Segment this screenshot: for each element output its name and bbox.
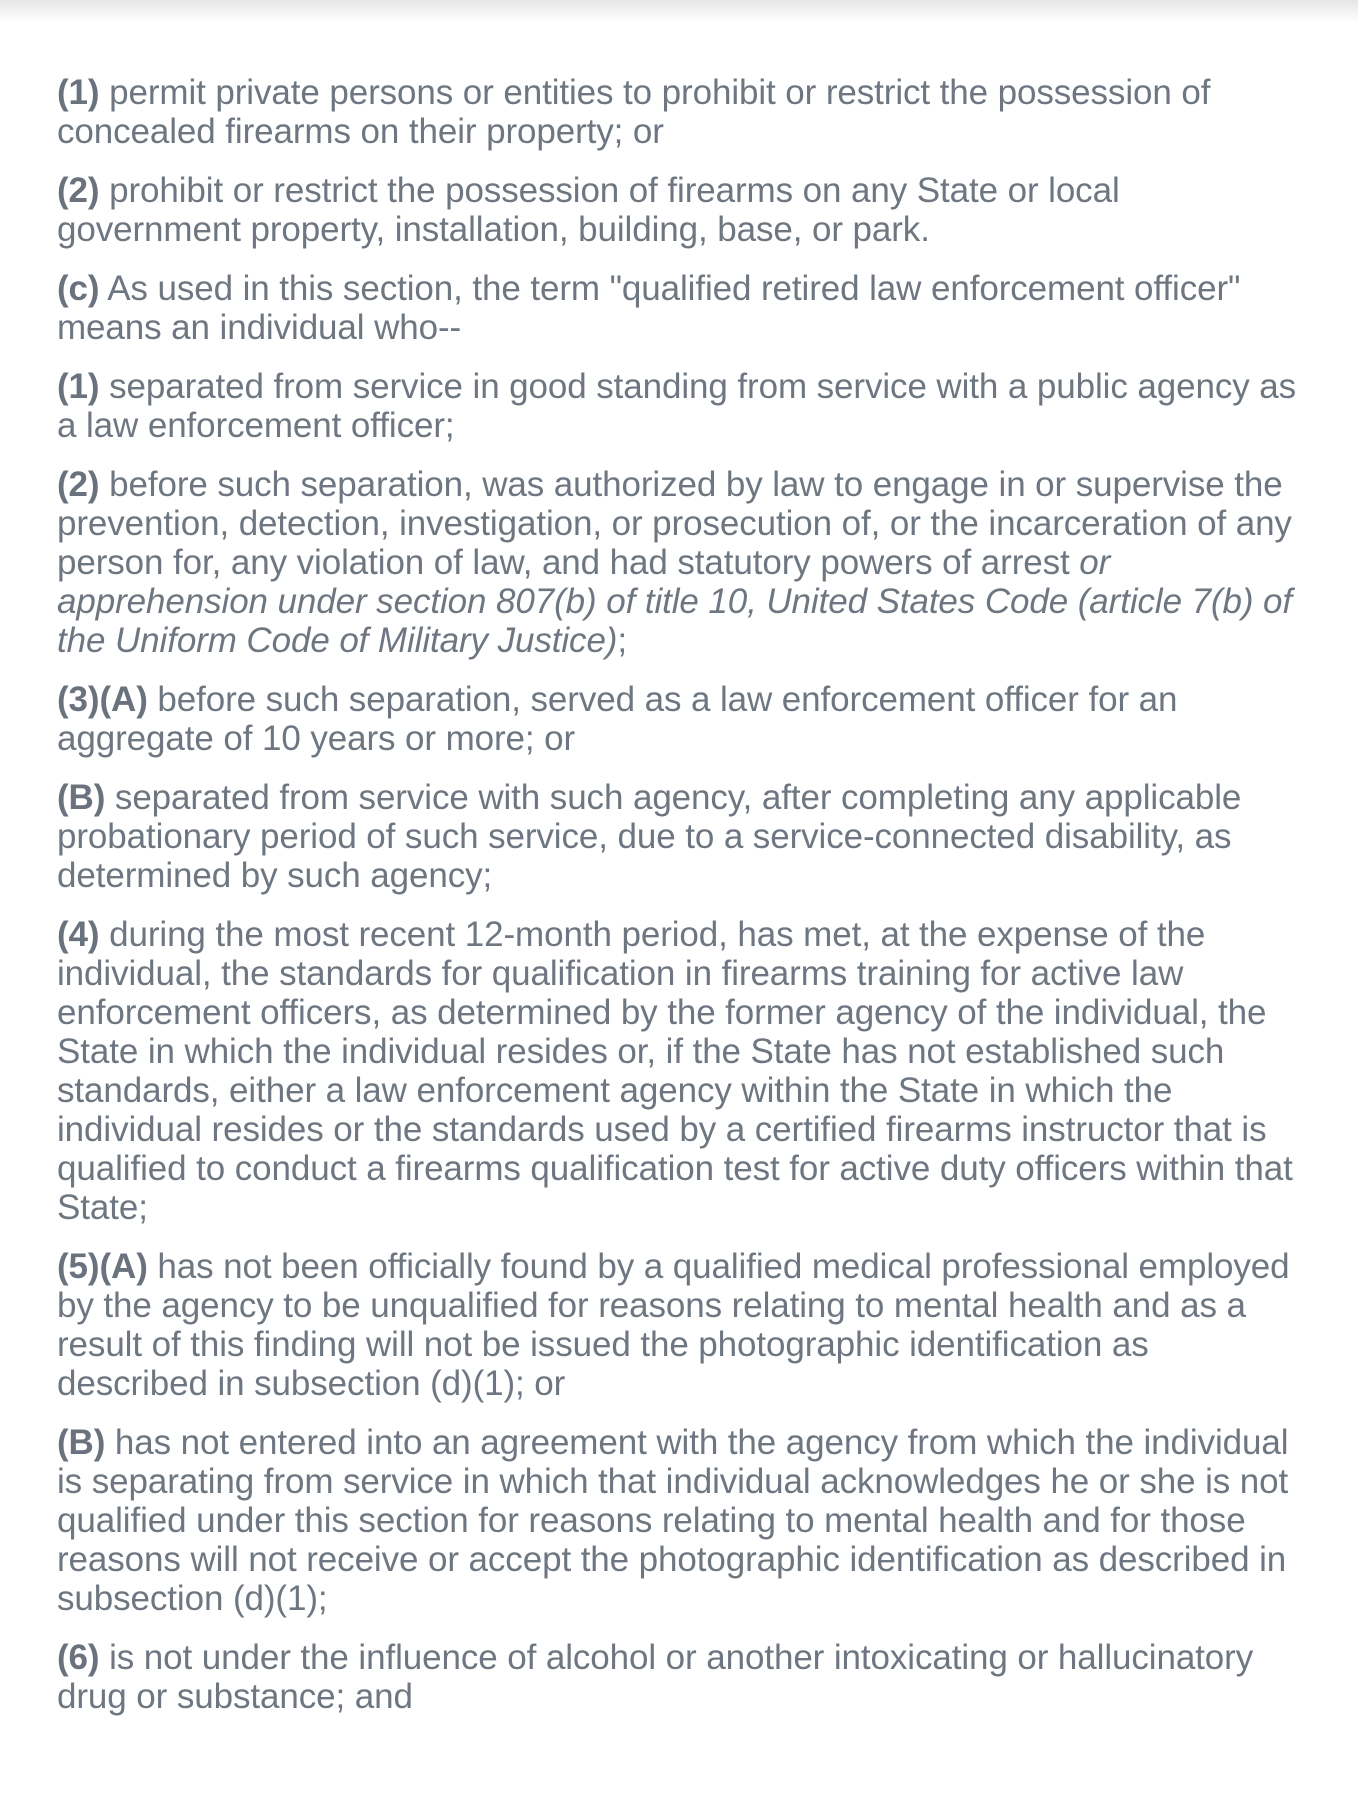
- paragraph-c-6: [57, 1638, 1337, 1716]
- paragraph-label: (3)(A): [57, 680, 148, 719]
- paragraph-label: (1): [57, 367, 100, 406]
- paragraph-c-3-b: [57, 778, 1337, 895]
- text-line: (c) As used in this section, the term "qualified retired law enforcement officer": [57, 269, 1241, 308]
- paragraph-c-5-a: [57, 1247, 1337, 1403]
- text-line: drug or substance; and: [57, 1677, 413, 1716]
- text-line: individual, the standards for qualification in firearms training for active law: [57, 954, 1184, 993]
- paragraph-label: (c): [57, 269, 100, 308]
- paragraph-label: (B): [57, 1423, 106, 1462]
- text-line: probationary period of such service, due to a service-connected disability, as: [57, 817, 1232, 856]
- paragraph-b-2: [57, 171, 1337, 249]
- text-line: (4) during the most recent 12-month period, has met, at the expense of the: [57, 915, 1206, 954]
- paragraph-label: (4): [57, 915, 100, 954]
- text-line: State in which the individual resides or, if the State has not established such: [57, 1032, 1225, 1071]
- text-line: qualified to conduct a firearms qualification test for active duty officers within that: [57, 1149, 1293, 1188]
- paragraph-label: (6): [57, 1638, 100, 1677]
- paragraph-c-3-a: [57, 680, 1337, 758]
- paragraph-c-5-b: [57, 1423, 1337, 1618]
- statute-text: [57, 73, 1337, 1736]
- text-line: (2) before such separation, was authorized by law to engage in or supervise the: [57, 465, 1283, 504]
- text-line: (5)(A) has not been officially found by a qualified medical professional employed: [57, 1247, 1290, 1286]
- text-line: determined by such agency;: [57, 856, 493, 895]
- text-line: individual resides or the standards used by a certified firearms instructor that is: [57, 1110, 1267, 1149]
- text-line: aggregate of 10 years or more; or: [57, 719, 576, 758]
- text-line: apprehension under section 807(b) of title 10, United States Code (article 7(b) of: [57, 582, 1293, 621]
- text-line: State;: [57, 1188, 148, 1227]
- paragraph-label: (5)(A): [57, 1247, 148, 1286]
- text-line: qualified under this section for reasons relating to mental health and for those: [57, 1501, 1246, 1540]
- text-line: means an individual who--: [57, 308, 462, 347]
- text-line: by the agency to be unqualified for reasons relating to mental health and as a: [57, 1286, 1246, 1325]
- text-line: subsection (d)(1);: [57, 1579, 328, 1618]
- paragraph-label: (2): [57, 465, 100, 504]
- paragraph-b-1: [57, 73, 1337, 151]
- text-line: (1) separated from service in good standing from service with a public agency as: [57, 367, 1297, 406]
- text-line: person for, any violation of law, and had statutory powers of arrest or: [57, 543, 1111, 582]
- text-line: prevention, detection, investigation, or prosecution of, or the incarceration of any: [57, 504, 1292, 543]
- text-line: government property, installation, building, base, or park.: [57, 210, 930, 249]
- paragraph-label: (2): [57, 171, 100, 210]
- text-line: a law enforcement officer;: [57, 406, 455, 445]
- text-line: result of this finding will not be issued the photographic identification as: [57, 1325, 1149, 1364]
- paragraph-c-2: [57, 465, 1337, 660]
- text-line: is separating from service in which that individual acknowledges he or she is not: [57, 1462, 1289, 1501]
- top-edge-shadow: [0, 0, 1358, 22]
- text-line: (B) separated from service with such agency, after completing any applicable: [57, 778, 1242, 817]
- paragraph-c: [57, 269, 1337, 347]
- text-line: the Uniform Code of Military Justice);: [57, 621, 627, 660]
- paragraph-label: (B): [57, 778, 106, 817]
- text-line: enforcement officers, as determined by the former agency of the individual, the: [57, 993, 1267, 1032]
- text-line: described in subsection (d)(1); or: [57, 1364, 566, 1403]
- text-line: (1) permit private persons or entities to prohibit or restrict the possession of: [57, 73, 1211, 112]
- text-line: reasons will not receive or accept the photographic identification as described in: [57, 1540, 1287, 1579]
- paragraph-label: (1): [57, 73, 100, 112]
- paragraph-c-1: [57, 367, 1337, 445]
- text-line: (B) has not entered into an agreement with the agency from which the individual: [57, 1423, 1289, 1462]
- text-line: (6) is not under the influence of alcohol or another intoxicating or hallucinatory: [57, 1638, 1254, 1677]
- text-line: standards, either a law enforcement agency within the State in which the: [57, 1071, 1173, 1110]
- paragraph-c-4: [57, 915, 1337, 1227]
- text-line: concealed firearms on their property; or: [57, 112, 664, 151]
- text-line: (2) prohibit or restrict the possession of firearms on any State or local: [57, 171, 1120, 210]
- text-line: (3)(A) before such separation, served as a law enforcement officer for an: [57, 680, 1178, 719]
